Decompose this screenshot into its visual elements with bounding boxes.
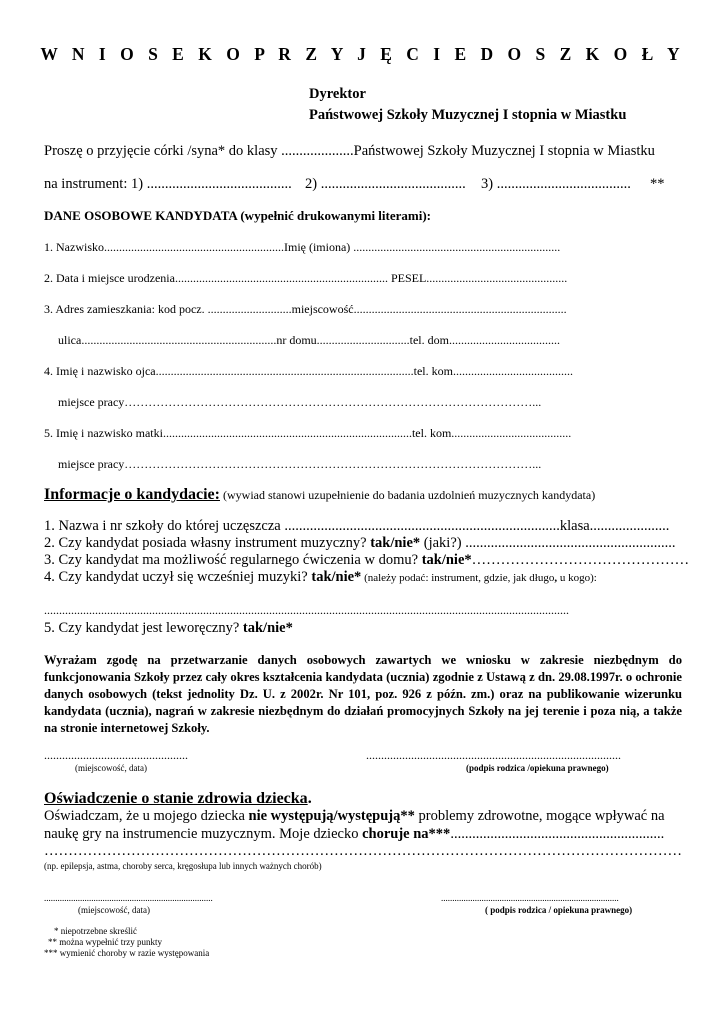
mother-work-line: miejsce pracy…………………………………………………………………………………………... xyxy=(58,457,542,471)
health-line-3: …………………………………………………………………………………………………………………… xyxy=(44,843,682,859)
mother-line: 5. Imię i nazwisko matki...................................................................................tel. kom........................................ xyxy=(44,426,572,440)
health-signature-label: ( podpis rodzica / opiekuna prawnego) xyxy=(485,905,633,915)
addressee-line2: Państwowej Szkoły Muzycznej I stopnia w Miastku xyxy=(309,107,627,123)
question-1: 1. Nazwa i nr szkoły do której uczęszcza ............................................................................klasa...................... xyxy=(44,518,670,534)
instrument-2: 2) ........................................ xyxy=(305,176,466,192)
instrument-footnote-mark: ** xyxy=(650,176,665,192)
candidate-info-heading-row xyxy=(44,486,595,504)
question-5: 5. Czy kandydat jest leworęczny? tak/nie* xyxy=(44,620,293,636)
request-line: Proszę o przyjęcie córki /syna* do klasy ....................Państwowej Szkoły Muzycznej I stopnia w Miastku xyxy=(44,143,655,159)
health-example-note: (np. epilepsja, astma, choroby serca, kręgosłupa lub innych ważnych chorób) xyxy=(44,861,322,871)
street-line: ulica.................................................................nr domu...............................tel. dom..................................... xyxy=(58,333,560,347)
father-work-line: miejsce pracy…………………………………………………………………………………………... xyxy=(58,395,542,409)
footnote-2: ** można wypełnić trzy punkty xyxy=(48,937,162,947)
birth-line: 2. Data i miejsce urodzenia....................................................................... PESEL............................................... xyxy=(44,271,568,285)
health-heading: Oświadczenie o stanie zdrowia dziecka xyxy=(44,790,308,807)
consent-place-date-line: ................................................ xyxy=(44,748,188,762)
health-place-date-label: (miejscowość, data) xyxy=(78,905,150,915)
document-title: W N I O S E K O P R Z Y J Ę C I E D O S Z K O Ł Y xyxy=(40,44,685,64)
health-place-date-line: ........................................................................... xyxy=(44,893,213,903)
footnote-3: *** wymienić choroby w razie występowania xyxy=(44,948,210,958)
consent-signature-line: ..................................................................................... xyxy=(366,748,621,762)
father-line: 4. Imię i nazwisko ojca......................................................................................tel. kom........................................ xyxy=(44,364,573,378)
health-line-1: Oświadczam, że u mojego dziecka nie występują/występują** problemy zdrowotne, mogące wpływać na xyxy=(44,808,665,824)
instrument-1: na instrument: 1) ........................................ xyxy=(44,176,292,192)
address-line: 3. Adres zamieszkania: kod pocz. ............................miejscowość....................................................................... xyxy=(44,302,567,316)
question-2: 2. Czy kandydat posiada własny instrument muzyczny? tak/nie* (jaki?) .......................................................... xyxy=(44,535,676,551)
consent-paragraph: Wyrażam zgodę na przetwarzanie danych osobowych zawartych we wniosku w zakresie niezbędnym do funkcjonowania Szkoły przez cały okres kształcenia kandydata (ucznia) zgodnie z Ustawą z dn. 29.08.1997r. o ochronie danych osobowych (tekst jednolity Dz. U. z 2002r. Nr 101, poz. 926 z późn. zm.) oraz na publikowanie wizerunku kandydata (ucznia), nagrań w zakresie niezbędnym do działań promocyjnych Szkoły na jej terenie i poza nią, a także na stronie internetowej Szkoły. xyxy=(44,653,682,735)
health-signature-line: ............................................................................... xyxy=(441,893,619,903)
candidate-info-heading: Informacje o kandydacie: xyxy=(44,486,220,503)
personal-data-heading: DANE OSOBOWE KANDYDATA (wypełnić drukowanymi literami): xyxy=(44,208,431,223)
instrument-3: 3) ..................................... xyxy=(481,176,631,192)
consent-signature-label: (podpis rodzica /opiekuna prawnego) xyxy=(466,763,609,773)
health-heading-row: Oświadczenie o stanie zdrowia dziecka. xyxy=(44,790,312,807)
consent-place-date-label: (miejscowość, data) xyxy=(75,763,147,773)
footnote-1: * niepotrzebne skreślić xyxy=(54,926,137,936)
surname-line: 1. Nazwisko............................................................Imię (imiona) ..................................................................... xyxy=(44,240,561,254)
addressee-line1: Dyrektor xyxy=(309,86,366,102)
health-line-2: naukę gry na instrumencie muzycznym. Moje dziecko choruje na***........................................................... xyxy=(44,826,665,842)
question-4: 4. Czy kandydat uczył się wcześniej muzyki? tak/nie* (należy podać: instrument, gdzie, jak długo, u kogo): xyxy=(44,569,597,585)
candidate-info-note: (wywiad stanowi uzupełnienie do badania uzdolnień muzycznych kandydata) xyxy=(219,488,596,502)
question-3: 3. Czy kandydat ma możliwość regularnego ćwiczenia w domu? tak/nie*……………………………………… xyxy=(44,552,690,568)
question-4-answer-line: ............................................................................................................................................................................... xyxy=(44,603,569,617)
